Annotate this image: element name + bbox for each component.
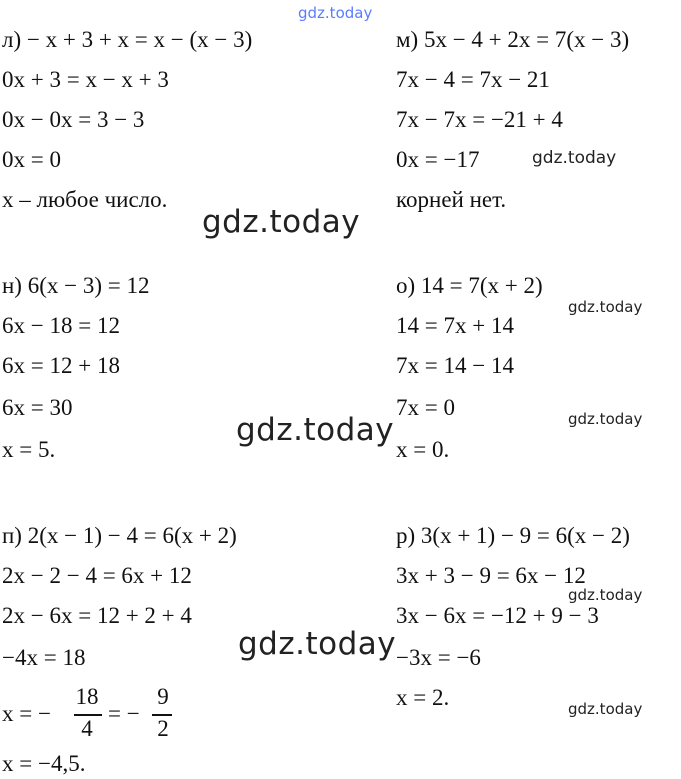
eq-n-line-2: 6x = 12 + 18 (2, 353, 120, 378)
eq-r-line-1: 3x + 3 − 9 = 6x − 12 (396, 563, 586, 588)
eq-m-line-1: 7x − 4 = 7x − 21 (396, 67, 550, 92)
eq-n-line-3: 6x = 30 (2, 395, 73, 420)
eq-p-line-1: 2x − 2 − 4 = 6x + 12 (2, 563, 192, 588)
watermark-big-3: gdz.today (238, 626, 397, 662)
eq-n-line-1: 6x − 18 = 12 (2, 313, 120, 338)
eq-p-line-3: −4x = 18 (2, 645, 86, 670)
eq-p-frac-mid: = − (108, 701, 140, 726)
watermark-top: gdz.today (298, 4, 373, 22)
eq-m-line-4: корней нет. (396, 187, 507, 212)
eq-m-line-0: м) 5x − 4 + 2x = 7(x − 3) (396, 27, 630, 52)
eq-r-line-2: 3x − 6x = −12 + 9 − 3 (396, 603, 599, 628)
eq-p-line-last: x = −4,5. (2, 751, 86, 776)
eq-r-line-3: −3x = −6 (396, 645, 481, 670)
eq-p-frac-den1: 4 (81, 716, 93, 741)
watermark-small-2: gdz.today (568, 298, 643, 316)
eq-l-line-4: x – любое число. (2, 187, 168, 212)
eq-r-line-0: р) 3(x + 1) − 9 = 6(x − 2) (396, 523, 630, 548)
watermark-big-2: gdz.today (236, 412, 395, 448)
eq-r-line-4: x = 2. (396, 685, 450, 710)
watermark-small-3: gdz.today (568, 410, 643, 428)
eq-l-line-3: 0x = 0 (2, 147, 61, 172)
eq-p-frac-den2: 2 (157, 716, 169, 741)
eq-n-line-4: x = 5. (2, 437, 56, 462)
eq-m-line-2: 7x − 7x = −21 + 4 (396, 107, 563, 132)
eq-p-frac-num1: 18 (75, 684, 99, 709)
eq-l-line-0: л) − x + 3 + x = x − (x − 3) (2, 27, 253, 52)
watermark-big-1: gdz.today (202, 204, 361, 240)
eq-p-frac-num2: 9 (157, 684, 169, 709)
eq-o-line-0: о) 14 = 7(x + 2) (396, 273, 543, 298)
eq-n-line-0: н) 6(x − 3) = 12 (2, 273, 150, 298)
eq-l-line-2: 0x − 0x = 3 − 3 (2, 107, 145, 132)
eq-o-line-2: 7x = 14 − 14 (396, 353, 514, 378)
eq-p-line-2: 2x − 6x = 12 + 2 + 4 (2, 603, 192, 628)
eq-l-line-1: 0x + 3 = x − x + 3 (2, 67, 169, 92)
watermark-small-5: gdz.today (568, 700, 643, 718)
eq-p-frac-lhs: x = − (2, 701, 51, 726)
eq-m-line-3: 0x = −17 (396, 147, 480, 172)
eq-o-line-3: 7x = 0 (396, 395, 455, 420)
watermark-small-1: gdz.today (532, 148, 617, 168)
eq-o-line-4: x = 0. (396, 437, 450, 462)
watermark-small-4: gdz.today (568, 586, 643, 604)
eq-o-line-1: 14 = 7x + 14 (396, 313, 514, 338)
eq-p-line-0: п) 2(x − 1) − 4 = 6(x + 2) (2, 523, 237, 548)
